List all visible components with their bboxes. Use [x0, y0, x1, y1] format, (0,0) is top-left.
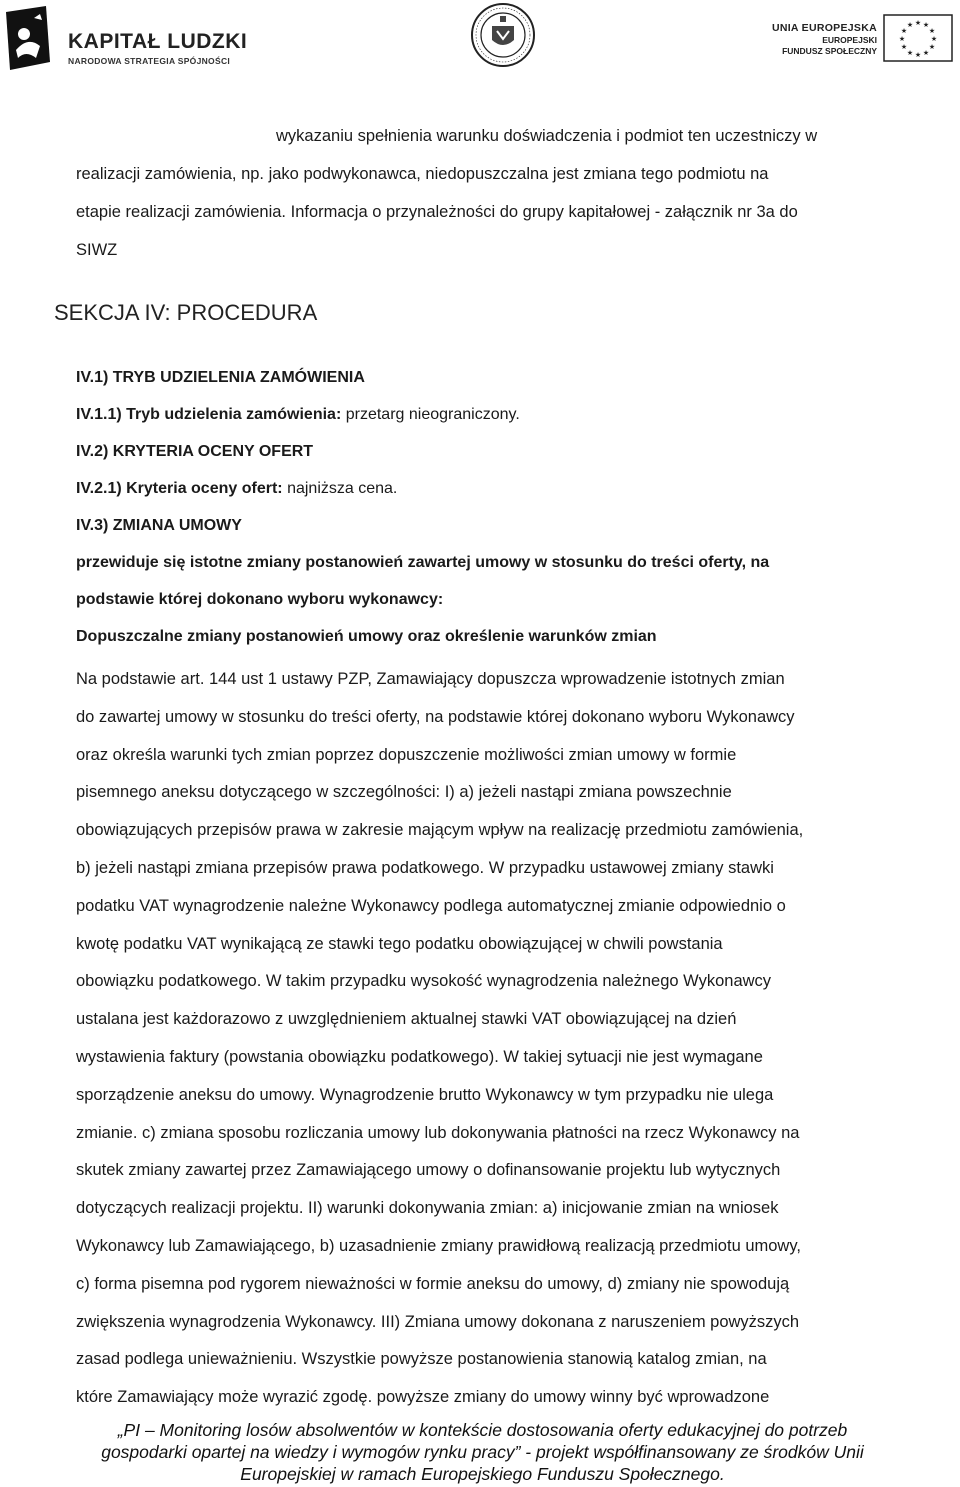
- eu-flag-icon: [883, 14, 953, 62]
- intro-paragraph: [76, 117, 906, 269]
- svg-text:★: ★: [928, 43, 936, 51]
- eu-fund-label-1: EUROPEJSKI: [822, 35, 877, 45]
- heading-value: przetarg nieograniczony.: [345, 406, 520, 423]
- svg-text:★: ★: [914, 51, 922, 59]
- kapital-ludzki-title: KAPITAŁ LUDZKI: [68, 30, 248, 53]
- footer-line: Europejskiej w ramach Europejskiego Funduszu Społecznego.: [240, 1464, 725, 1484]
- intro-line: wykazaniu spełnienia warunku doświadczenia i podmiot ten uczestniczy w: [276, 127, 818, 145]
- page-footer: [30, 1419, 935, 1485]
- body-paragraph: [76, 661, 916, 1417]
- body-line: b) jeżeli nastąpi zmiana przepisów prawa podatkowego. W przypadku ustawowej zmiany stawki: [76, 858, 774, 877]
- svg-text:★: ★: [922, 49, 930, 57]
- svg-text:★: ★: [906, 21, 914, 29]
- svg-text:★: ★: [914, 19, 922, 27]
- bold-line: przewiduje się istotne zmiany postanowień zawartej umowy w stosunku do treści oferty, na: [76, 554, 770, 571]
- footer-line: „PI – Monitoring losów absolwentów w kontekście dostosowania oferty edukacyjnej do potrzeb: [117, 1420, 848, 1440]
- kapital-ludzki-subtitle: NARODOWA STRATEGIA SPÓJNOŚCI: [68, 56, 231, 66]
- eu-label: UNIA EUROPEJSKA: [771, 22, 877, 34]
- body-line: wystawienia faktury (powstania obowiązku podatkowego). W takiej sytuacji nie jest wymagane: [76, 1047, 763, 1066]
- svg-text:★: ★: [900, 27, 908, 35]
- body-line: ustalana jest każdorazowo z uwzględnieniem aktualnej stawki VAT obowiązującej na dzień: [76, 1010, 737, 1029]
- intro-line: realizacji zamówienia, np. jako podwykonawca, niedopuszczalna jest zmiana tego podmiotu na: [76, 165, 769, 183]
- footer-line: gospodarki opartej na wiedzy i wymogów rynku pracy” - projekt współfinansowany ze środków Unii: [101, 1442, 864, 1462]
- svg-text:★: ★: [906, 49, 914, 57]
- bold-line: Dopuszczalne zmiany postanowień umowy oraz określenie warunków zmian: [76, 628, 657, 645]
- body-line: do zawartej umowy w stosunku do treści oferty, na podstawie której dokonano wyboru Wykonawcy: [76, 707, 795, 726]
- body-line: pisemnego aneksu dotyczącego w szczególności: I) a) jeżeli nastąpi zmiana powszechnie: [76, 783, 732, 802]
- kapital-ludzki-logo: [6, 6, 248, 76]
- body-line: obowiązku podatkowego. W takim przypadku wysokość wynagrodzenia należnego Wykonawcy: [76, 972, 772, 991]
- body-line: obowiązujących przepisów prawa w zakresie mającym wpływ na realizację przedmiotu zamówienia,: [76, 821, 804, 840]
- kapital-ludzki-mark-icon: [6, 6, 58, 76]
- body-line: sporządzenie aneksu do umowy. Wynagrodzenie brutto Wykonawcy w tym przypadku nie ulega: [76, 1085, 774, 1104]
- body-line: c) forma pisemna pod rygorem nieważności w formie aneksu do umowy, d) zmiany nie spowodują: [76, 1274, 790, 1293]
- body-line: Na podstawie art. 144 ust 1 ustawy PZP, Zamawiający dopuszcza wprowadzenie istotnych zmian: [76, 670, 785, 688]
- body-line: oraz określa warunki tych zmian poprzez dopuszczenie możliwości zmian umowy w formie: [76, 745, 737, 764]
- page-header: [0, 0, 960, 80]
- body-line: podatku VAT wynagrodzenie należne Wykonawcy podlega automatycznej zmianie odpowiednio o: [76, 896, 786, 915]
- body-line: zwiększenia wynagrodzenia Wykonawcy. III) Zmiana umowy dokonana z naruszeniem powyższych: [76, 1312, 800, 1331]
- heading-iv-1: IV.1) TRYB UDZIELENIA ZAMÓWIENIA: [76, 369, 365, 386]
- body-line: zmianie. c) zmiana sposobu rozliczania umowy lub dokonywania płatności na rzecz Wykonawcy na: [76, 1123, 800, 1142]
- heading-iv-3: IV.3) ZMIANA UMOWY: [76, 517, 242, 534]
- procedure-headings: [76, 359, 916, 655]
- heading-label: IV.2.1) Kryteria oceny ofert:: [76, 480, 283, 497]
- intro-line: etapie realizacji zamówienia. Informacja o przynależności do grupy kapitałowej - załącznik nr 3a do: [76, 203, 798, 221]
- body-line: dotyczących realizacji projektu. II) warunki dokonywania zmian: a) inicjowanie zmian na wniosek: [76, 1199, 779, 1218]
- svg-text:★: ★: [900, 43, 908, 51]
- heading-label: IV.1.1) Tryb udzielenia zamówienia:: [76, 406, 342, 423]
- svg-text:★: ★: [928, 27, 936, 35]
- heading-iv-1-1: [76, 396, 916, 433]
- body-line: Wykonawcy lub Zamawiającego, b) uzasadnienie zmiany prawidłową realizacją przedmiotu umowy,: [76, 1236, 801, 1255]
- svg-text:★: ★: [898, 35, 906, 43]
- intro-line: SIWZ: [76, 241, 118, 259]
- eu-logo: [771, 10, 955, 66]
- body-line: które Zamawiający może wyrazić zgodę. powyższe zmiany do umowy winny być wprowadzone: [76, 1388, 770, 1407]
- heading-iv-2: IV.2) KRYTERIA OCENY OFERT: [76, 443, 314, 460]
- eu-fund-label-2: FUNDUSZ SPOŁECZNY: [782, 46, 877, 56]
- section-title: SEKCJA IV: PROCEDURA: [54, 300, 318, 325]
- bold-line: podstawie której dokonano wyboru wykonawcy:: [76, 591, 444, 608]
- svg-text:★: ★: [922, 21, 930, 29]
- heading-value: najniższa cena.: [287, 480, 398, 497]
- body-line: zasad podlega unieważnieniu. Wszystkie powyższe postanowienia stanowią katalog zmian, na: [76, 1350, 767, 1369]
- svg-text:★: ★: [930, 35, 938, 43]
- body-line: skutek zmiany zawartej przez Zamawiającego umowy o dofinansowanie projektu lub wytycznych: [76, 1161, 781, 1180]
- heading-iv-2-1: [76, 470, 916, 507]
- body-line: kwotę podatku VAT wynikającą ze stawki tego podatku obowiązującej w chwili powstania: [76, 934, 723, 953]
- university-seal-icon: [470, 2, 536, 68]
